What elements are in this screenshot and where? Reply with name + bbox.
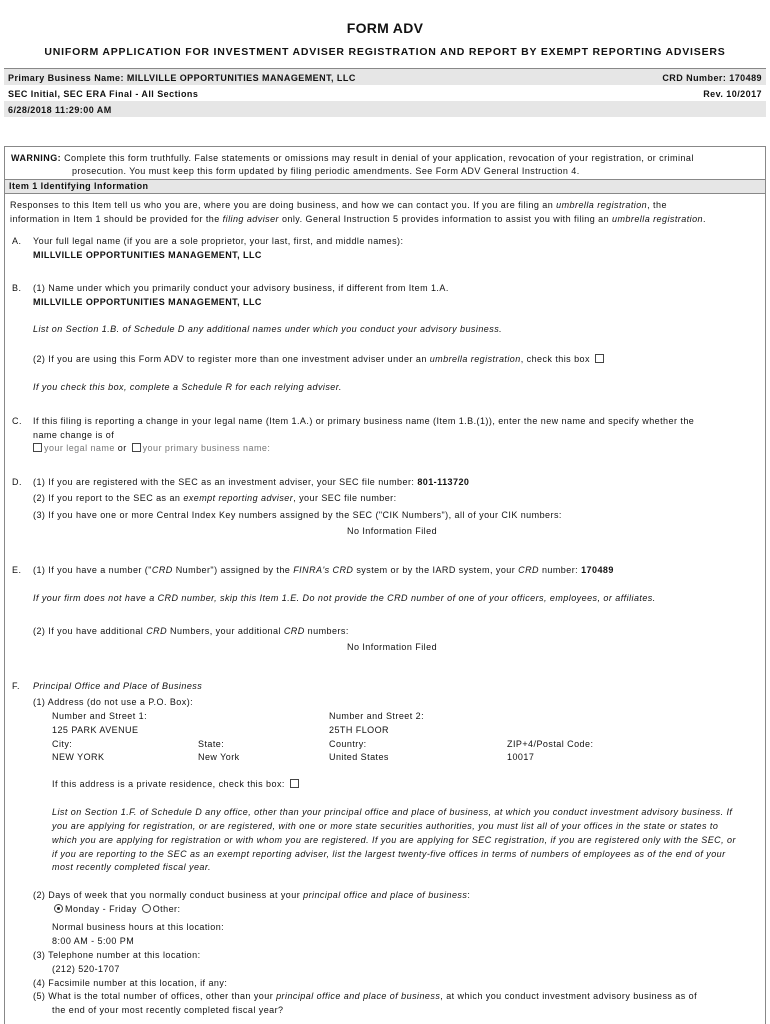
- street2-label: Number and Street 2:: [329, 711, 425, 721]
- item-f-heading: Principal Office and Place of Business: [33, 681, 203, 691]
- item-c-options: your legal name or your primary business name:: [31, 443, 270, 453]
- other-days-radio[interactable]: [142, 904, 151, 913]
- state-value: New York: [198, 752, 240, 762]
- item-b-note1: List on Section 1.B. of Schedule D any additional names under which you conduct your advisory business.: [33, 324, 503, 334]
- item-e-note: If your firm does not have a CRD number, skip this Item 1.E. Do not provide the CRD number of one of your officers, employees, or affiliates.: [33, 593, 656, 603]
- warning-box: [4, 146, 766, 180]
- item-c-letter: C.: [12, 416, 22, 426]
- street1-label: Number and Street 1:: [52, 711, 148, 721]
- item-b-q2: (2) If you are using this Form ADV to register more than one investment adviser under an umbrella registration, check this box: [33, 354, 606, 364]
- telephone-label: (3) Telephone number at this location:: [33, 950, 201, 960]
- filing-type: SEC Initial, SEC ERA Final - All Sections: [8, 89, 199, 99]
- f-note-line-5: most recently completed fiscal year.: [52, 862, 211, 872]
- days-label: (2) Days of week that you normally conduct business at your principal office and place of business:: [33, 890, 471, 900]
- item-d-q3: (3) If you have one or more Central Index Key numbers assigned by the SEC ("CIK Numbers"), all of your CIK numbers:: [33, 510, 562, 520]
- item-f-letter: F.: [12, 681, 20, 691]
- meta-row-3: [4, 101, 766, 117]
- fax-label: (4) Facsimile number at this location, if any:: [33, 978, 228, 988]
- private-residence: If this address is a private residence, check this box:: [52, 779, 301, 789]
- street2-value: 25TH FLOOR: [329, 725, 390, 735]
- legal-name-checkbox[interactable]: [33, 443, 42, 452]
- item1-heading: Item 1 Identifying Information: [4, 179, 766, 194]
- zip-value: 10017: [507, 752, 535, 762]
- item-b-letter: B.: [12, 283, 22, 293]
- item-e-q2: (2) If you have additional CRD Numbers, your additional CRD numbers:: [33, 626, 349, 636]
- warning-text-2: prosecution. You must keep this form updated by filing periodic amendments. See Form ADV General Instruction 4.: [72, 166, 580, 176]
- city-label: City:: [52, 739, 73, 749]
- item-e-q1: (1) If you have a number ("CRD Number") assigned by the FINRA's CRD system or by the IARD system, your CRD number: 170489: [33, 565, 614, 575]
- form-meta: [4, 68, 766, 117]
- item1-intro-2: information in Item 1 should be provided for the filing adviser only. General Instruction 5 provides information to assist you with filing an umbrella registration.: [10, 214, 706, 224]
- city-value: NEW YORK: [52, 752, 105, 762]
- business-name: Primary Business Name: MILLVILLE OPPORTUNITIES MANAGEMENT, LLC: [8, 73, 356, 83]
- item-e-none: No Information Filed: [347, 642, 438, 652]
- item1-intro-1: Responses to this Item tell us who you are, where you are doing business, and how we can contact you. If you are filing an umbrella registration, the: [10, 200, 667, 210]
- item-d-letter: D.: [12, 477, 22, 487]
- warning-label: WARNING:: [11, 153, 62, 163]
- private-residence-checkbox[interactable]: [290, 779, 299, 788]
- crd-answer: 170489: [581, 565, 614, 575]
- f-note-line-2: you are applying for registration, or are registered, with one or more state securities authorities, you must list all of your offices in the state or states to: [52, 821, 719, 831]
- meta-row-1: [4, 69, 766, 85]
- country-label: Country:: [329, 739, 367, 749]
- state-label: State:: [198, 739, 225, 749]
- item-d-q1: (1) If you are registered with the SEC as an investment adviser, your SEC file number: 801-113720: [33, 477, 470, 487]
- hours-label: Normal business hours at this location:: [52, 922, 225, 932]
- f-note-line-3: which you are applying for registration or with whom you are registered. If you are applying for SEC registration, if you are registered only with the SEC, or: [52, 835, 736, 845]
- street1-value: 125 PARK AVENUE: [52, 725, 139, 735]
- days-options: Monday - Friday Other:: [52, 904, 180, 914]
- monday-friday-radio[interactable]: [54, 904, 63, 913]
- address-label: (1) Address (do not use a P.O. Box):: [33, 697, 194, 707]
- umbrella-checkbox[interactable]: [595, 354, 604, 363]
- offices-question-2: the end of your most recently completed fiscal year?: [52, 1005, 284, 1015]
- crd-number: CRD Number: 170489: [662, 73, 762, 83]
- item-a-letter: A.: [12, 236, 22, 246]
- f-note-line-4: if you are reporting to the SEC as an exempt reporting adviser, list the largest twenty-five offices in terms of numbers of employees as of the end of your: [52, 849, 726, 859]
- item-d-none: No Information Filed: [347, 526, 438, 536]
- item-b-a1: MILLVILLE OPPORTUNITIES MANAGEMENT, LLC: [33, 297, 262, 307]
- country-value: United States: [329, 752, 389, 762]
- f-note-line-1: List on Section 1.F. of Schedule D any office, other than your principal office and place of business, at which you conduct investment advisory business. If: [52, 807, 733, 817]
- hours-value: 8:00 AM - 5:00 PM: [52, 936, 135, 946]
- sec-file-number: 801-113720: [417, 477, 470, 487]
- item-e-letter: E.: [12, 565, 22, 575]
- offices-question: (5) What is the total number of offices, other than your principal office and place of business, at which you conduct investment advisory business as of: [33, 991, 698, 1001]
- warning-text-1: Complete this form truthfully. False statements or omissions may result in denial of your application, revocation of your registration, or criminal: [64, 153, 694, 163]
- zip-label: ZIP+4/Postal Code:: [507, 739, 594, 749]
- item-b-q1: (1) Name under which you primarily conduct your advisory business, if different from Item 1.A.: [33, 283, 449, 293]
- item-c-q1: If this filing is reporting a change in your legal name (Item 1.A.) or primary business name (Item 1.B.(1)), enter the new name and specify whether the: [33, 416, 695, 426]
- revision: Rev. 10/2017: [703, 89, 762, 99]
- form-title: FORM ADV: [346, 20, 424, 36]
- filing-datetime: 6/28/2018 11:29:00 AM: [8, 105, 112, 115]
- item-a-question: Your full legal name (if you are a sole proprietor, your last, first, and middle names):: [33, 236, 404, 246]
- form-subtitle: UNIFORM APPLICATION FOR INVESTMENT ADVISER REGISTRATION AND REPORT BY EXEMPT REPORTING ADVISERS: [44, 46, 726, 58]
- business-name-checkbox[interactable]: [132, 443, 141, 452]
- item-d-q2: (2) If you report to the SEC as an exempt reporting adviser, your SEC file number:: [33, 493, 397, 503]
- telephone-value: (212) 520-1707: [52, 964, 120, 974]
- item-a-answer: MILLVILLE OPPORTUNITIES MANAGEMENT, LLC: [33, 250, 262, 260]
- item-c-q2: name change is of: [33, 430, 115, 440]
- item-b-note2: If you check this box, complete a Schedule R for each relying adviser.: [33, 382, 342, 392]
- meta-row-2: [4, 85, 766, 101]
